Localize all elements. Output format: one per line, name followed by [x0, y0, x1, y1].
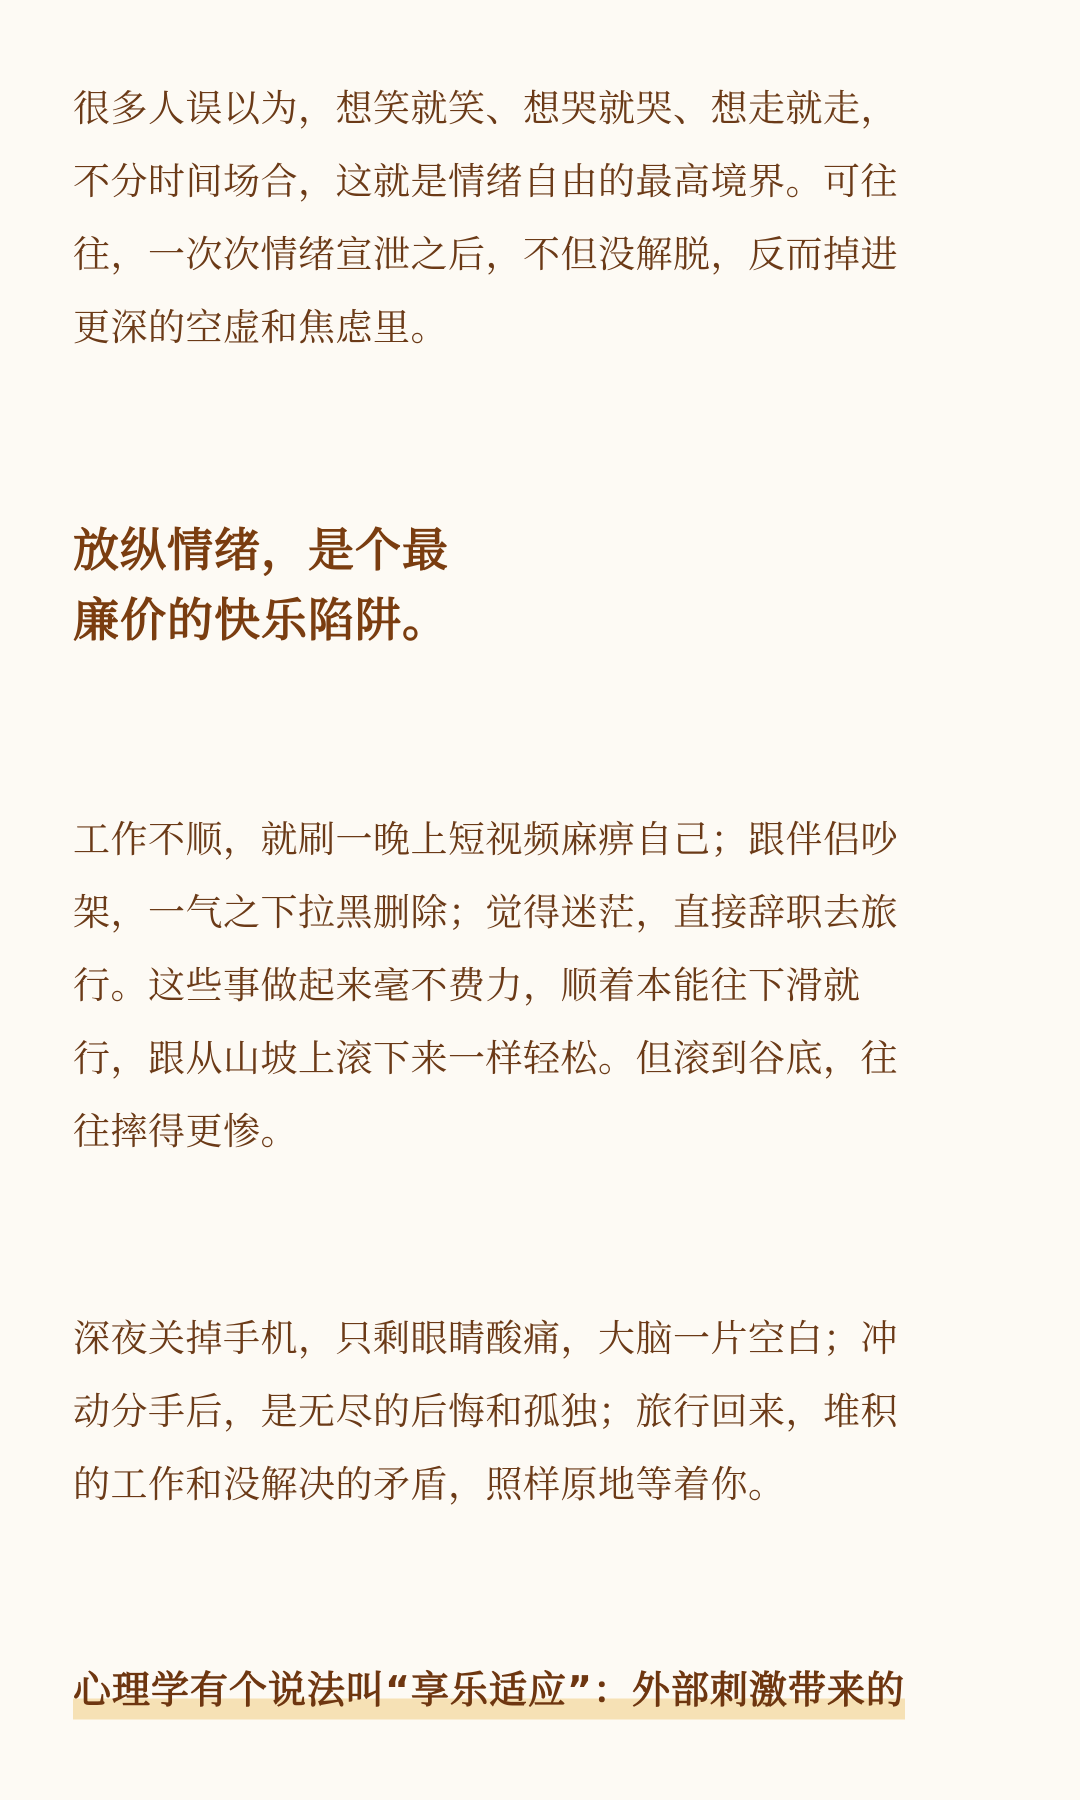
paragraph-consequences	[73, 1302, 1001, 1521]
paragraph-line: 的工作和没解决的矛盾，照样原地等着你。	[73, 1463, 786, 1506]
highlighted-quote	[73, 1660, 1013, 1722]
paragraph-line: 动分手后，是无尽的后悔和孤独；旅行回来，堆积	[73, 1390, 898, 1433]
section-heading	[73, 515, 773, 655]
paragraph-line: 架，一气之下拉黑删除；觉得迷茫，直接辞职去旅	[73, 891, 898, 934]
paragraph-line: 不分时间场合，这就是情绪自由的最高境界。可往	[73, 160, 898, 203]
heading-line-1: 放纵情绪，是个最	[73, 523, 449, 577]
paragraph-line: 往，一次次情绪宣泄之后，不但没解脱，反而掉进	[73, 233, 898, 276]
paragraph-examples	[73, 803, 1001, 1168]
paragraph-line: 深夜关掉手机，只剩眼睛酸痛，大脑一片空白；冲	[73, 1317, 898, 1360]
highlight-text: 心理学有个说法叫“享乐适应”：外部刺激带来的	[73, 1660, 905, 1722]
paragraph-line: 更深的空虚和焦虑里。	[73, 306, 448, 349]
paragraph-line: 行。这些事做起来毫不费力，顺着本能往下滑就	[73, 964, 861, 1007]
paragraph-line: 行，跟从山坡上滚下来一样轻松。但滚到谷底，往	[73, 1037, 898, 1080]
paragraph-line: 往摔得更惨。	[73, 1110, 298, 1153]
paragraph-line: 工作不顺，就刷一晚上短视频麻痹自己；跟伴侣吵	[73, 818, 898, 861]
paragraph-intro	[73, 72, 1001, 364]
paragraph-line: 很多人误以为，想笑就笑、想哭就哭、想走就走，	[73, 87, 898, 130]
heading-line-2: 廉价的快乐陷阱。	[73, 593, 449, 647]
